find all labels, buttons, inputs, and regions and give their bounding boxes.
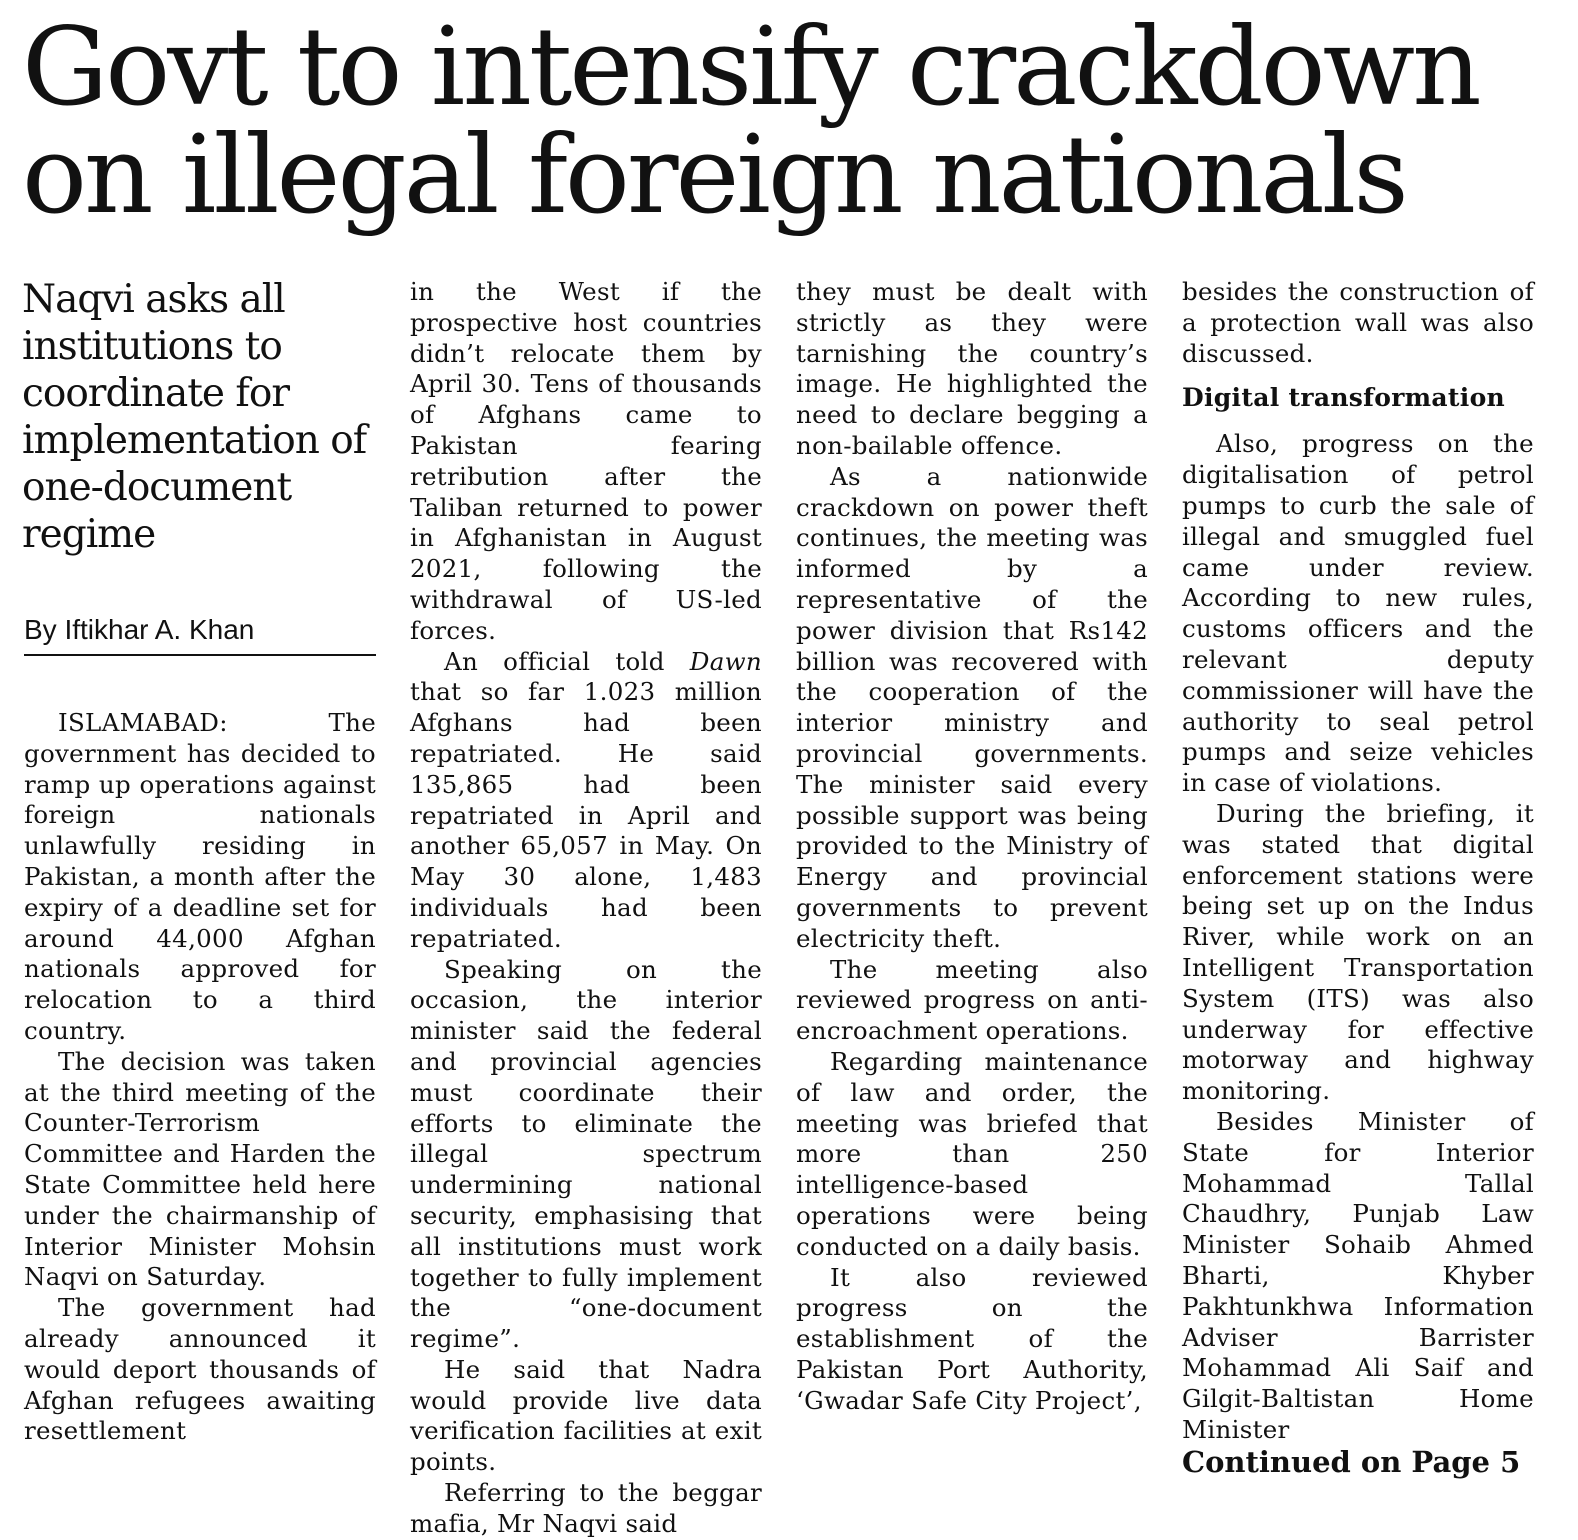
paragraph: in the West if the prospective host countries didn’t relocate them by April 30. Tens of thousands of Afghans came to Pakistan fearing retribution after the Taliban returned to power in Afghanistan in August 2021, following the withdrawal of US-led forces. <box>410 277 762 645</box>
text-run: An official told <box>444 646 690 676</box>
paragraph: Speaking on the occasion, the interior minister said the federal and provincial agencies must coordinate their efforts to eliminate the illegal spectrum undermining national security, emphasising that all institutions must work together to fully implement the “one-document regime”. <box>410 954 762 1354</box>
paragraph: As a nationwide crackdown on power theft continues, the meeting was informed by a representative of the power division that Rs142 billion was recovered with the cooperation of the interior ministry and provincial governments. The minister said every possible support was being provided to the Ministry of Energy and provincial governments to prevent electricity theft. <box>796 461 1148 953</box>
section-heading: Digital transformation <box>1182 383 1506 413</box>
newspaper-name: Dawn <box>689 646 762 676</box>
headline-line-1: Govt to intensify crackdown <box>22 5 1479 130</box>
text-run: that so far 1.023 million Afghans had been repatriated. He said 135,865 had been repatriated in April and another 65,057 in May. On May 30 alone, 1,483 individuals had been repatriated. <box>410 677 762 953</box>
article-column-4 <box>1182 277 1534 1446</box>
paragraph: It also reviewed progress on the establishment of the Pakistan Port Authority, ‘Gwadar Safe City Project’, <box>796 1262 1148 1415</box>
paragraph: The government had already announced it would deport thousands of Afghan refugees awaiting resettlement <box>24 1293 376 1446</box>
paragraph: Referring to the beggar mafia, Mr Naqvi said <box>410 1478 762 1538</box>
continued-on-page: Continued on Page 5 <box>1182 1445 1521 1479</box>
subheadline: Naqvi asks all institutions to coordinate for implementation of one-document regime <box>22 277 367 557</box>
headline <box>22 5 1562 238</box>
headline-line-2: on illegal foreign nationals <box>22 113 1406 238</box>
paragraph: besides the construction of a protection wall was also discussed. <box>1182 277 1534 368</box>
paragraph: they must be dealt with strictly as they were tarnishing the country’s image. He highlighted the need to declare begging a non-bailable offence. <box>796 277 1148 460</box>
paragraph: Regarding maintenance of law and order, the meeting was briefed that more than 250 intelligence-based operations were being conducted on a daily basis. <box>796 1046 1148 1261</box>
byline: By Iftikhar A. Khan <box>24 612 376 656</box>
article-column-1 <box>24 708 376 1447</box>
paragraph: Besides Minister of State for Interior Mohammad Tallal Chaudhry, Punjab Law Minister Sohaib Ahmed Bharti, Khyber Pakhtunkhwa Information Adviser Barrister Mohammad Ali Saif and Gilgit-Baltistan Home Minister <box>1182 1106 1534 1444</box>
paragraph: ISLAMABAD: The government has decided to ramp up operations against foreign nationals unlawfully residing in Pakistan, a month after the expiry of a deadline set for around 44,000 Afghan nationals approved for relocation to a third country. <box>24 708 376 1045</box>
paragraph: He said that Nadra would provide live data verification facilities at exit points. <box>410 1354 762 1477</box>
article-column-3 <box>796 277 1148 1416</box>
paragraph: During the briefing, it was stated that digital enforcement stations were being set up on the Indus River, while work on an Intelligent Transportation System (ITS) was also underway for effective motorway and highway monitoring. <box>1182 798 1534 1106</box>
paragraph: The decision was taken at the third meeting of the Counter-Terrorism Committee and Harden the State Committee held here under the chairmanship of Interior Minister Mohsin Naqvi on Saturday. <box>24 1046 376 1292</box>
paragraph <box>410 647 762 955</box>
article-column-2 <box>410 277 762 1540</box>
paragraph: Also, progress on the digitalisation of petrol pumps to curb the sale of illegal and smuggled fuel came under review. According to new rules, customs officers and the relevant deputy commissioner will have the authority to seal petrol pumps and seize vehicles in case of violations. <box>1182 429 1534 798</box>
paragraph: The meeting also reviewed progress on anti-encroachment operations. <box>796 954 1148 1046</box>
